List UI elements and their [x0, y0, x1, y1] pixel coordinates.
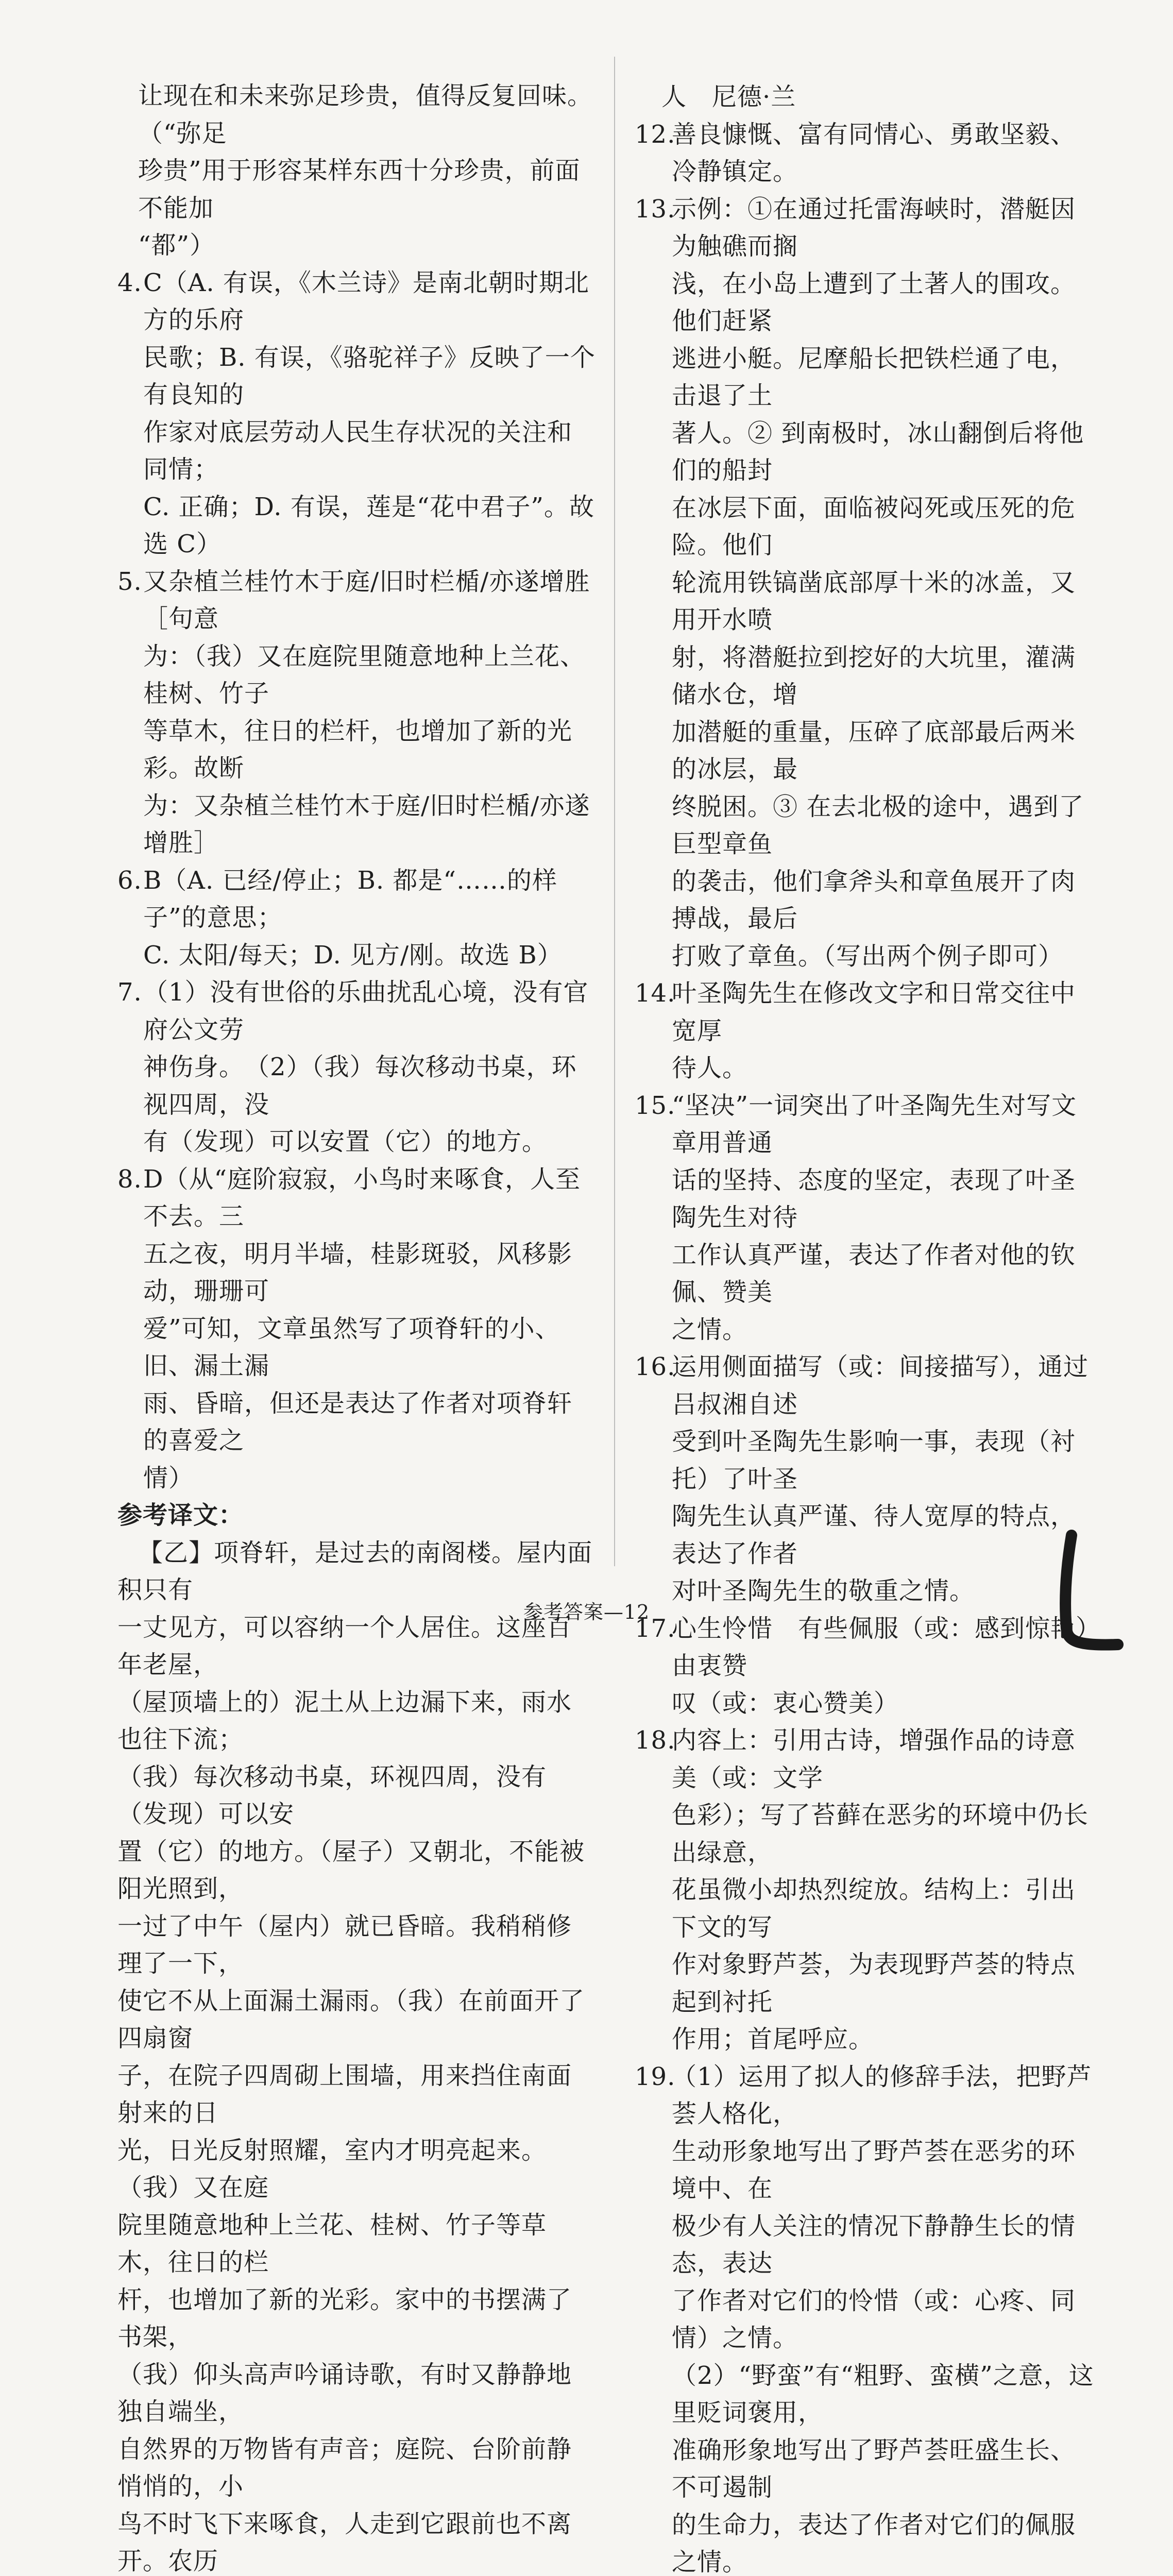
item-line: 雨、昏暗，但还是表达了作者对项脊轩的喜爱之	[143, 1385, 597, 1460]
translation-line: 一丈见方，可以容纳一个人居住。这座百年老屋，	[117, 1609, 597, 1684]
right-intro-line: 人 尼德·兰	[635, 78, 1098, 116]
item-line: 等草木，往日的栏杆，也增加了新的光彩。故断	[143, 713, 597, 787]
item-line: 轮流用铁镐凿底部厚十米的冰盖，又用开水喷	[672, 564, 1098, 639]
item-line: 受到叶圣陶先生影响一事，表现（衬托）了叶圣	[672, 1423, 1098, 1498]
answer-item-17	[635, 1610, 1098, 1722]
item-number: 13.	[635, 191, 672, 228]
item-line: 浅，在小岛上遭到了土著人的围攻。他们赶紧	[672, 265, 1098, 340]
answer-item-12	[635, 116, 1098, 191]
translation-line: 一过了中午（屋内）就已昏暗。我稍稍修理了一下，	[117, 1908, 597, 1982]
translation-line: 光，日光反射照耀，室内才明亮起来。（我）又在庭	[117, 2132, 597, 2207]
item-line: “坚决”一词突出了叶圣陶先生对写文章用普通	[672, 1087, 1098, 1162]
translation-line: 自然界的万物皆有声音；庭院、台阶前静悄悄的，小	[117, 2431, 597, 2505]
item-line: 逃进小艇。尼摩船长把铁栏通了电，击退了土	[672, 340, 1098, 415]
right-column	[635, 78, 1098, 2576]
translation-heading: 参考译文：	[117, 1497, 597, 1534]
item-line: 打败了章鱼。（写出两个例子即可）	[672, 938, 1098, 975]
item-line: 极少有人关注的情况下静静生长的情态，表达	[672, 2208, 1098, 2282]
item-number: 4.	[117, 264, 143, 302]
item-line: 有（发现）可以安置（它）的地方。	[143, 1123, 597, 1161]
item-number: 12.	[635, 116, 672, 154]
item-line: 为：（我）又在庭院里随意地种上兰花、桂树、竹子	[143, 638, 597, 713]
translation-line: 院里随意地种上兰花、桂树、竹子等草木，往日的栏	[117, 2207, 597, 2281]
item-number: 7.	[117, 974, 143, 1011]
item-line: 作家对底层劳动人民生存状况的关注和同情；	[143, 414, 597, 488]
item-line: 叶圣陶先生在修改文字和日常交往中宽厚	[672, 975, 1098, 1049]
answer-item-5	[117, 563, 597, 862]
item-line: （1）没有世俗的乐曲扰乱心境，没有官府公文劳	[143, 974, 597, 1048]
item-line: 准确形象地写出了野芦荟旺盛生长、不可遏制	[672, 2432, 1098, 2506]
item-line: C（A. 有误，《木兰诗》是南北朝时期北方的乐府	[143, 264, 597, 339]
answer-item-16	[635, 1348, 1098, 1610]
item-line: 爱”可知，文章虽然写了项脊轩的小、旧、漏土漏	[143, 1310, 597, 1385]
item-line: 色彩）；写了苔藓在恶劣的环境中仍长出绿意，	[672, 1797, 1098, 1871]
answer-item-6	[117, 862, 597, 974]
item-line: 陶先生认真严谨、待人宽厚的特点，表达了作者	[672, 1498, 1098, 1572]
item-line: 情）	[143, 1460, 597, 1497]
answer-item-8	[117, 1161, 597, 1497]
item-line: 叹（或：衷心赞美）	[672, 1685, 1098, 1722]
item-line: （2）“野蛮”有“粗野、蛮横”之意，这里贬词褒用，	[672, 2357, 1098, 2432]
item-line: 五之夜，明月半墙，桂影斑驳，风移影动，珊珊可	[143, 1235, 597, 1310]
item-line: 花虽微小却热烈绽放。结构上：引出下文的写	[672, 1871, 1098, 1946]
item-line: 工作认真严谨，表达了作者对他的钦佩、赞美	[672, 1236, 1098, 1311]
item-line: 对叶圣陶先生的敬重之情。	[672, 1572, 1098, 1610]
item-line: 心生怜惜 有些佩服（或：感到惊艳） 由衷赞	[672, 1610, 1098, 1685]
item-number: 17.	[635, 1610, 672, 1648]
page-footer: 参考答案—12	[0, 1596, 1173, 1624]
left-intro-line: “都”）	[117, 227, 597, 264]
item-number: 14.	[635, 975, 672, 1012]
item-line: 著人。② 到南极时，冰山翻倒后将他们的船封	[672, 415, 1098, 489]
item-line: 神伤身。 （2）（我）每次移动书桌，环视四周，没	[143, 1048, 597, 1123]
translation-line: 【乙】项脊轩，是过去的南阁楼。屋内面积只有	[117, 1534, 597, 1609]
item-line: 加潜艇的重量，压碎了底部最后两米的冰层，最	[672, 714, 1098, 788]
item-line: 待人。	[672, 1049, 1098, 1087]
item-line: 民歌；B. 有误，《骆驼祥子》反映了一个有良知的	[143, 339, 597, 414]
item-line: 善良慷慨、富有同情心、勇敢坚毅、冷静镇定。	[672, 116, 1098, 191]
item-line: 的生命力，表达了作者对它们的佩服之情。	[672, 2506, 1098, 2576]
item-line: 为：又杂植兰桂竹木于庭/旧时栏楯/亦遂增胜］	[143, 787, 597, 862]
item-line: 作对象野芦荟，为表现野芦荟的特点起到衬托	[672, 1946, 1098, 2021]
left-column	[117, 77, 597, 2576]
item-number: 8.	[117, 1161, 143, 1198]
item-line: 示例：①在通过托雷海峡时，潜艇因为触礁而搁	[672, 191, 1098, 265]
answer-item-19	[635, 2058, 1098, 2576]
answer-item-14	[635, 975, 1098, 1087]
item-line: D（从“庭阶寂寂，小鸟时来啄食，人至不去。三	[143, 1161, 597, 1235]
item-number: 18.	[635, 1722, 672, 1759]
pen-stroke-mark	[1051, 1525, 1133, 1659]
translation-line: 置（它）的地方。（屋子）又朝北，不能被阳光照到，	[117, 1833, 597, 1908]
item-line: 射，将潜艇拉到挖好的大坑里，灌满储水仓，增	[672, 639, 1098, 714]
item-line: 作用；首尾呼应。	[672, 2021, 1098, 2058]
item-line: （1）运用了拟人的修辞手法，把野芦荟人格化，	[672, 2058, 1098, 2133]
translation-line: （屋顶墙上的）泥土从上边漏下来，雨水也往下流；	[117, 1684, 597, 1758]
translation-line: 子，在院子四周砌上围墙，用来挡住南面射来的日	[117, 2057, 597, 2132]
item-line: 话的坚持、态度的坚定，表现了叶圣陶先生对待	[672, 1162, 1098, 1236]
item-line: 内容上：引用古诗，增强作品的诗意美（或：文学	[672, 1722, 1098, 1797]
left-intro-line: 珍贵”用于形容某样东西十分珍贵，前面不能加	[117, 152, 597, 227]
item-line: 生动形象地写出了野芦荟在恶劣的环境中、在	[672, 2133, 1098, 2208]
item-line: C. 太阳/每天；D. 见方/刚。故选 B）	[143, 937, 597, 974]
translation-text	[117, 1534, 597, 2576]
item-line: 的袭击，他们拿斧头和章鱼展开了肉搏战，最后	[672, 863, 1098, 938]
item-number: 19.	[635, 2058, 672, 2096]
answer-item-15	[635, 1087, 1098, 1349]
answer-item-4	[117, 264, 597, 563]
item-line: 终脱困。③ 在去北极的途中，遇到了巨型章鱼	[672, 788, 1098, 863]
translation-line: 鸟不时飞下来啄食，人走到它跟前也不离开。农历	[117, 2505, 597, 2576]
item-number: 15.	[635, 1087, 672, 1125]
item-line: 运用侧面描写（或：间接描写），通过吕叔湘自述	[672, 1348, 1098, 1423]
item-line: B（A. 已经/停止；B. 都是“……的样子”的意思；	[143, 862, 597, 937]
answer-item-13	[635, 191, 1098, 975]
translation-line: （我）每次移动书桌，环视四周，没有（发现）可以安	[117, 1758, 597, 1833]
answer-item-18	[635, 1722, 1098, 2058]
item-number: 16.	[635, 1348, 672, 1386]
column-divider	[614, 57, 615, 1566]
item-line: 了作者对它们的怜惜（或：心疼、同情）之情。	[672, 2282, 1098, 2357]
item-line: 在冰层下面，面临被闷死或压死的危险。他们	[672, 489, 1098, 564]
translation-line: 使它不从上面漏土漏雨。（我）在前面开了四扇窗	[117, 1982, 597, 2057]
left-intro-line: 让现在和未来弥足珍贵，值得反复回味。（“弥足	[117, 77, 597, 152]
translation-line: （我）仰头高声吟诵诗歌，有时又静静地独自端坐，	[117, 2356, 597, 2431]
item-number: 5.	[117, 563, 143, 601]
item-number: 6.	[117, 862, 143, 900]
item-line: C. 正确；D. 有误，莲是“花中君子”。故选 C）	[143, 488, 597, 563]
item-line: 又杂植兰桂竹木于庭/旧时栏楯/亦遂增胜［句意	[143, 563, 597, 638]
answer-item-7	[117, 974, 597, 1161]
item-line: 之情。	[672, 1311, 1098, 1349]
translation-line: 杆，也增加了新的光彩。家中的书摆满了书架，	[117, 2281, 597, 2356]
